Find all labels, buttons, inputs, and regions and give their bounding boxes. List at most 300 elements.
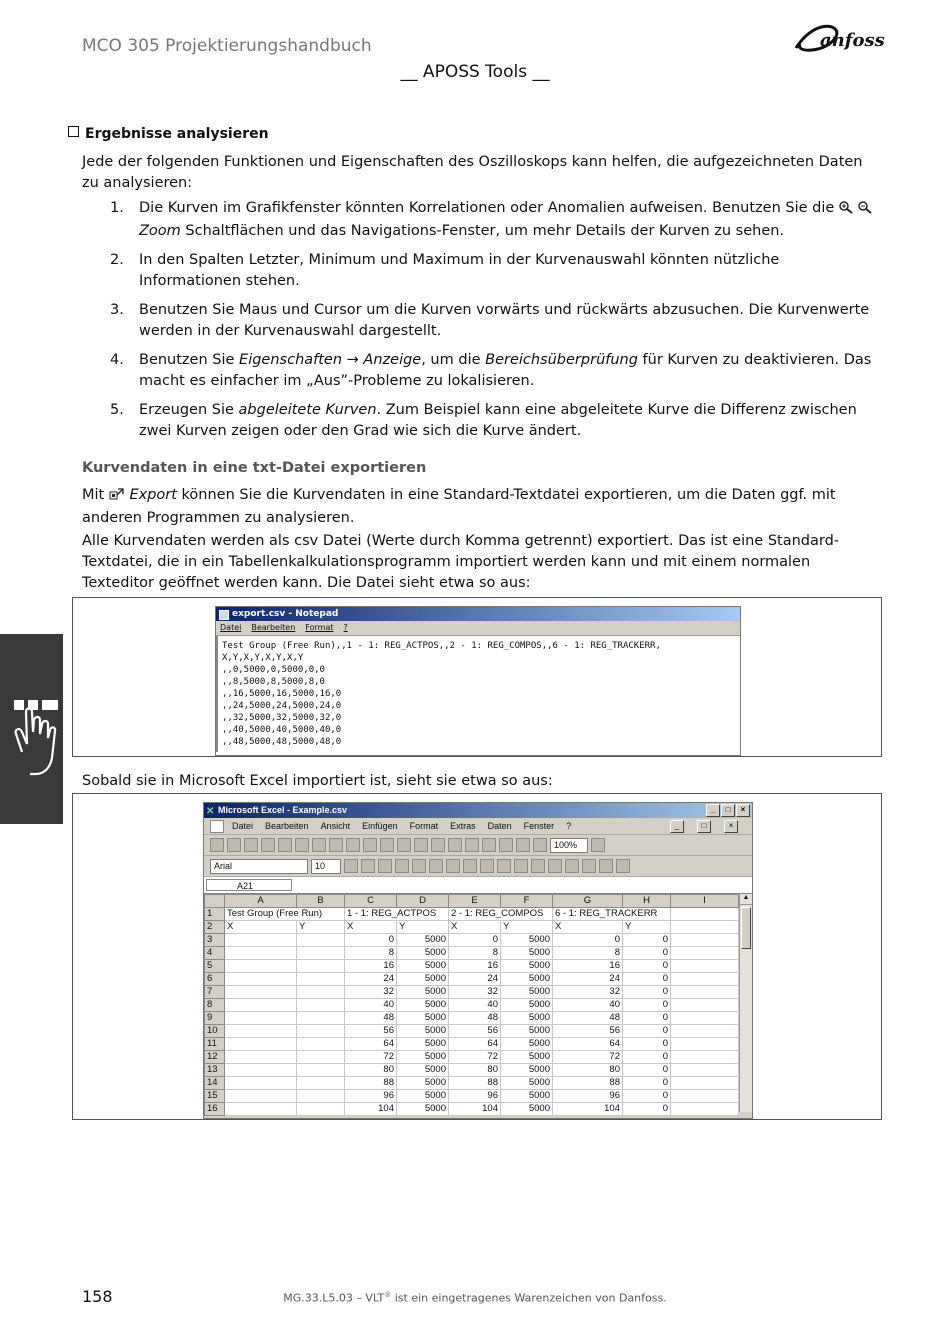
column-header[interactable]: E — [449, 895, 501, 908]
doc-minimize-button[interactable]: _ — [670, 820, 684, 833]
intro-paragraph: Jede der folgenden Funktionen und Eigenschaften des Oszilloskops kann helfen, die aufgezeichneten Daten zu analysieren: — [82, 154, 863, 191]
copy-icon[interactable] — [329, 838, 343, 852]
cell[interactable]: 96 — [553, 1090, 623, 1103]
cell[interactable]: 56 — [449, 1025, 501, 1038]
list-emphasis: abgeleitete Kurven — [238, 402, 377, 418]
cell[interactable] — [225, 999, 297, 1012]
table-row — [205, 908, 739, 921]
cell[interactable]: 56 — [345, 1025, 397, 1038]
cell[interactable] — [225, 1025, 297, 1038]
cell[interactable]: 48 — [553, 1012, 623, 1025]
cell[interactable]: 0 — [623, 1077, 671, 1090]
cell[interactable] — [671, 986, 739, 999]
cell[interactable]: 5000 — [397, 1012, 449, 1025]
cell[interactable]: 104 — [449, 1103, 501, 1116]
table-row — [205, 1038, 739, 1051]
cell[interactable] — [225, 973, 297, 986]
notepad-menubar — [216, 621, 740, 636]
cell[interactable] — [671, 1077, 739, 1090]
menu-datei[interactable]: Datei — [220, 623, 242, 632]
cell[interactable]: 6 - 1: REG_TRACKERR — [553, 908, 671, 921]
cell[interactable]: 8 — [449, 947, 501, 960]
notepad-text-area[interactable] — [216, 636, 740, 752]
cell[interactable]: 5000 — [397, 973, 449, 986]
cell[interactable]: 96 — [345, 1090, 397, 1103]
cell[interactable]: 40 — [345, 999, 397, 1012]
cell[interactable]: 104 — [553, 1103, 623, 1116]
cell[interactable] — [671, 908, 739, 921]
formula-bar — [204, 877, 752, 894]
list-number: 1. — [110, 200, 124, 216]
cell[interactable]: 16 — [553, 960, 623, 973]
new-icon[interactable] — [210, 838, 224, 852]
cell[interactable]: 88 — [553, 1077, 623, 1090]
italic-icon[interactable] — [361, 859, 375, 873]
increase-decimal-icon[interactable] — [514, 859, 528, 873]
cell[interactable]: 80 — [449, 1064, 501, 1077]
cell[interactable]: 0 — [623, 1038, 671, 1051]
row-header[interactable]: 5 — [205, 960, 225, 973]
cell[interactable] — [225, 1077, 297, 1090]
preview-icon[interactable] — [278, 838, 292, 852]
cell[interactable]: 80 — [553, 1064, 623, 1077]
row-header[interactable]: 1 — [205, 908, 225, 921]
cell[interactable] — [671, 1051, 739, 1064]
cell[interactable] — [671, 1064, 739, 1077]
table-row — [205, 1025, 739, 1038]
zoom-select[interactable]: 100% — [550, 838, 588, 853]
cell[interactable] — [225, 947, 297, 960]
svg-text:anfoss: anfoss — [820, 30, 885, 51]
notepad-icon — [219, 610, 229, 620]
cell[interactable]: 104 — [345, 1103, 397, 1116]
cell[interactable]: 5000 — [397, 1090, 449, 1103]
cell[interactable]: 5000 — [397, 1064, 449, 1077]
list-text: Schaltflächen und das Navigations-Fenster, um mehr Details der Kurven zu sehen. — [180, 223, 785, 239]
cell[interactable]: 5000 — [501, 934, 553, 947]
data-rows — [205, 934, 739, 1116]
page-number: 158 — [82, 1287, 113, 1306]
scroll-thumb[interactable] — [741, 907, 751, 949]
row-header[interactable]: 9 — [205, 1012, 225, 1025]
cell[interactable] — [297, 947, 345, 960]
menu-help[interactable]: ? — [343, 623, 348, 632]
cell[interactable]: 16 — [449, 960, 501, 973]
cell[interactable]: 0 — [623, 973, 671, 986]
underline-icon[interactable] — [378, 859, 392, 873]
cell[interactable]: 64 — [345, 1038, 397, 1051]
list-item — [82, 400, 882, 442]
doc-close-button[interactable]: × — [724, 820, 738, 833]
analysis-list — [82, 198, 882, 450]
list-emphasis: Zoom — [139, 223, 181, 239]
row-header[interactable]: 15 — [205, 1090, 225, 1103]
cell[interactable]: 64 — [449, 1038, 501, 1051]
column-header[interactable]: I — [671, 895, 739, 908]
excel-app-icon: ✕ — [206, 806, 215, 817]
cell[interactable]: 0 — [623, 999, 671, 1012]
sort-asc-icon[interactable] — [465, 838, 479, 852]
cell[interactable]: Y — [297, 921, 345, 934]
cell[interactable]: 0 — [623, 1090, 671, 1103]
cell[interactable]: 48 — [345, 1012, 397, 1025]
cell[interactable]: 72 — [553, 1051, 623, 1064]
zoom-out-icon — [858, 200, 872, 221]
menu-extras[interactable]: Extras — [450, 821, 476, 831]
cell[interactable]: 0 — [623, 1051, 671, 1064]
cell[interactable]: 5000 — [501, 973, 553, 986]
cell[interactable]: 5000 — [501, 1025, 553, 1038]
row-header[interactable]: 11 — [205, 1038, 225, 1051]
table-row — [205, 1051, 739, 1064]
cell[interactable]: 5000 — [501, 1090, 553, 1103]
format-painter-icon[interactable] — [363, 838, 377, 852]
cell[interactable]: 72 — [345, 1051, 397, 1064]
row-header[interactable]: 14 — [205, 1077, 225, 1090]
row-header[interactable]: 6 — [205, 973, 225, 986]
cell[interactable]: 32 — [553, 986, 623, 999]
menu-help[interactable]: ? — [566, 821, 572, 831]
subheading: Kurvendaten in eine txt-Datei exportieren — [82, 460, 427, 476]
font-select[interactable]: Arial — [210, 859, 308, 874]
cell[interactable]: 5000 — [501, 1103, 553, 1116]
cell[interactable]: 88 — [449, 1077, 501, 1090]
row-header[interactable]: 2 — [205, 921, 225, 934]
scroll-up-arrow-icon[interactable]: ▲ — [740, 894, 752, 905]
cell[interactable]: 72 — [449, 1051, 501, 1064]
cell[interactable] — [671, 1090, 739, 1103]
currency-icon[interactable] — [463, 859, 477, 873]
cell[interactable] — [671, 973, 739, 986]
danfoss-logo — [790, 18, 890, 58]
cell[interactable]: X — [225, 921, 297, 934]
font-color-icon[interactable] — [616, 859, 630, 873]
cell[interactable] — [671, 999, 739, 1012]
cell[interactable]: 0 — [345, 934, 397, 947]
cell[interactable]: 5000 — [397, 1038, 449, 1051]
menu-bearbeiten[interactable]: Bearbeiten — [251, 623, 296, 632]
cell[interactable]: 48 — [449, 1012, 501, 1025]
font-size-select[interactable]: 10 — [311, 859, 341, 874]
cell[interactable]: 5000 — [501, 1051, 553, 1064]
borders-icon[interactable] — [582, 859, 596, 873]
excel-title: Microsoft Excel - Example.csv — [218, 805, 348, 815]
percent-icon[interactable] — [480, 859, 494, 873]
cell[interactable]: 24 — [345, 973, 397, 986]
list-item — [82, 250, 882, 292]
menu-bearbeiten[interactable]: Bearbeiten — [265, 821, 309, 831]
thousands-icon[interactable] — [497, 859, 511, 873]
cell[interactable]: 56 — [553, 1025, 623, 1038]
cell[interactable]: 2 - 1: REG_COMPOS — [449, 908, 553, 921]
minimize-button[interactable]: _ — [706, 804, 720, 817]
cell[interactable]: 5000 — [397, 947, 449, 960]
drawing-icon[interactable] — [533, 838, 547, 852]
cell[interactable] — [671, 947, 739, 960]
name-box[interactable]: A21 — [206, 879, 292, 891]
cell[interactable]: 5000 — [501, 999, 553, 1012]
text-line: Test Group (Free Run),,1 - 1: REG_ACTPOS,,2 - 1: REG_COMPOS,,6 - 1: REG_TRACKERR, — [222, 641, 661, 651]
para-text: Mit — [82, 487, 109, 503]
decrease-decimal-icon[interactable] — [531, 859, 545, 873]
menu-ansicht[interactable]: Ansicht — [320, 821, 351, 831]
decrease-indent-icon[interactable] — [548, 859, 562, 873]
cell[interactable]: 40 — [553, 999, 623, 1012]
menu-einfuegen[interactable]: Einfügen — [362, 821, 398, 831]
menu-fenster[interactable]: Fenster — [523, 821, 555, 831]
cell[interactable]: 0 — [449, 934, 501, 947]
table-row — [205, 1064, 739, 1077]
paste-icon[interactable] — [346, 838, 360, 852]
fill-color-icon[interactable] — [599, 859, 613, 873]
cell[interactable]: 80 — [345, 1064, 397, 1077]
hand-pointer-icon — [0, 634, 63, 824]
cell[interactable] — [225, 1064, 297, 1077]
help-icon[interactable] — [591, 838, 605, 852]
align-center-icon[interactable] — [412, 859, 426, 873]
cell[interactable]: 96 — [449, 1090, 501, 1103]
select-all-corner[interactable] — [205, 895, 225, 908]
menu-format[interactable]: Format — [305, 623, 334, 632]
row-header[interactable]: 16 — [205, 1103, 225, 1116]
column-header[interactable]: B — [297, 895, 345, 908]
column-header-row — [205, 895, 739, 908]
print-icon[interactable] — [261, 838, 275, 852]
list-emphasis: Bereichsüberprüfung — [485, 352, 638, 368]
cell[interactable] — [671, 1012, 739, 1025]
list-number: 5. — [110, 402, 124, 418]
cell[interactable]: Y — [397, 921, 449, 934]
list-text: Benutzen Sie Maus und Cursor um die Kurven vorwärts und rückwärts abzusuchen. Die Kurvenwerte werden in der Kurvenauswahl dargestellt. — [139, 302, 870, 339]
cell[interactable]: 5000 — [501, 1038, 553, 1051]
redo-icon[interactable] — [397, 838, 411, 852]
cell[interactable]: 5000 — [397, 934, 449, 947]
cell[interactable]: 5000 — [501, 1064, 553, 1077]
merge-center-icon[interactable] — [446, 859, 460, 873]
cut-icon[interactable] — [312, 838, 326, 852]
cell[interactable]: 0 — [623, 986, 671, 999]
cell[interactable]: 5000 — [397, 999, 449, 1012]
excel-menubar — [204, 818, 752, 835]
cell[interactable] — [297, 1090, 345, 1103]
section-heading — [68, 126, 269, 142]
document-icon — [210, 820, 224, 833]
spelling-icon[interactable] — [295, 838, 309, 852]
cell[interactable] — [297, 1012, 345, 1025]
cell[interactable] — [297, 1051, 345, 1064]
cell[interactable]: 32 — [345, 986, 397, 999]
chapter-side-tab — [0, 634, 63, 824]
vertical-scrollbar[interactable] — [739, 894, 752, 1112]
formatting-toolbar — [204, 856, 752, 877]
list-item — [82, 350, 882, 392]
cell[interactable]: 0 — [623, 1103, 671, 1116]
hyperlink-icon[interactable] — [414, 838, 428, 852]
column-header[interactable]: H — [623, 895, 671, 908]
cell[interactable] — [225, 1038, 297, 1051]
cell[interactable]: 5000 — [501, 947, 553, 960]
cell[interactable]: 5000 — [501, 960, 553, 973]
cell[interactable] — [225, 1090, 297, 1103]
list-text: . Zum Beispiel kann eine abgeleitete Kurve die Differenz zwischen zwei Kurven zeigen oder den Grad wie sich die Kurve ändert. — [139, 402, 857, 439]
table-row — [205, 934, 739, 947]
trademark-text: ist ein eingetragenes Warenzeichen von Danfoss. — [391, 1291, 667, 1305]
row-header[interactable]: 8 — [205, 999, 225, 1012]
column-header[interactable]: D — [397, 895, 449, 908]
table-row — [205, 973, 739, 986]
cell[interactable] — [225, 1012, 297, 1025]
notepad-figure — [72, 597, 882, 757]
list-text: , um die — [421, 352, 486, 368]
cell[interactable]: Y — [623, 921, 671, 934]
cell[interactable]: 0 — [623, 1025, 671, 1038]
row-header[interactable]: 13 — [205, 1064, 225, 1077]
table-row — [205, 1090, 739, 1103]
row-header[interactable]: 7 — [205, 986, 225, 999]
text-line: X,Y,X,Y,X,Y,X,Y — [222, 653, 304, 663]
text-line: ,,24,5000,24,5000,24,0 — [222, 701, 342, 711]
cell[interactable]: 1 - 1: REG_ACTPOS — [345, 908, 449, 921]
text-line: ,,0,5000,0,5000,0,0 — [222, 665, 325, 675]
cell[interactable]: 8 — [345, 947, 397, 960]
cell[interactable]: X — [345, 921, 397, 934]
cell[interactable] — [297, 1077, 345, 1090]
cell[interactable]: 0 — [553, 934, 623, 947]
cell[interactable] — [225, 1103, 297, 1116]
notepad-titlebar — [216, 607, 740, 621]
table-row — [205, 947, 739, 960]
cell[interactable] — [297, 960, 345, 973]
worksheet-grid[interactable] — [204, 894, 739, 1116]
excel-titlebar — [204, 803, 752, 818]
cell[interactable]: 5000 — [397, 1051, 449, 1064]
list-text: Erzeugen Sie — [139, 402, 239, 418]
menu-daten[interactable]: Daten — [487, 821, 512, 831]
list-emphasis: Anzeige — [363, 352, 422, 368]
cell[interactable] — [297, 1025, 345, 1038]
cell[interactable]: 0 — [623, 1064, 671, 1077]
doc-code: MG.33.L5.03 – VLT — [283, 1291, 385, 1305]
cell[interactable]: 5000 — [501, 1077, 553, 1090]
cell[interactable] — [297, 1064, 345, 1077]
cell[interactable] — [297, 973, 345, 986]
registered-mark: ® — [384, 1291, 392, 1299]
cell[interactable]: 64 — [553, 1038, 623, 1051]
list-emphasis: Eigenschaften — [239, 352, 343, 368]
cell[interactable] — [225, 1051, 297, 1064]
cell[interactable] — [297, 1038, 345, 1051]
row-header[interactable]: 12 — [205, 1051, 225, 1064]
list-text: für Kurven zu deaktivieren. Das macht es einfacher im „Aus”-Probleme zu lokalisieren. — [139, 352, 872, 389]
cell[interactable] — [225, 960, 297, 973]
cell[interactable]: 24 — [553, 973, 623, 986]
cell[interactable]: Test Group (Free Run) — [225, 908, 345, 921]
cell[interactable]: 5000 — [397, 1103, 449, 1116]
cell[interactable]: 40 — [449, 999, 501, 1012]
cell[interactable]: 5000 — [397, 1025, 449, 1038]
maximize-button[interactable]: □ — [721, 804, 735, 817]
cell[interactable] — [671, 960, 739, 973]
cell[interactable]: 16 — [345, 960, 397, 973]
cell[interactable] — [297, 999, 345, 1012]
cell[interactable]: 0 — [623, 960, 671, 973]
open-icon[interactable] — [227, 838, 241, 852]
export-emphasis: Export — [129, 487, 177, 503]
cell[interactable] — [671, 934, 739, 947]
cell[interactable] — [671, 1025, 739, 1038]
cell[interactable]: 88 — [345, 1077, 397, 1090]
cell[interactable]: 5000 — [397, 1077, 449, 1090]
row-header[interactable]: 3 — [205, 934, 225, 947]
align-right-icon[interactable] — [429, 859, 443, 873]
checkbox-bullet-icon — [68, 126, 79, 137]
cell[interactable] — [671, 1038, 739, 1051]
bold-icon[interactable] — [344, 859, 358, 873]
cell[interactable]: X — [449, 921, 501, 934]
cell[interactable]: Y — [501, 921, 553, 934]
cell[interactable] — [297, 1103, 345, 1116]
align-left-icon[interactable] — [395, 859, 409, 873]
cell[interactable]: 0 — [623, 1012, 671, 1025]
cell[interactable] — [297, 934, 345, 947]
cell[interactable]: 5000 — [501, 986, 553, 999]
cell[interactable] — [671, 1103, 739, 1116]
list-number: 2. — [110, 252, 124, 268]
save-icon[interactable] — [244, 838, 258, 852]
cell[interactable]: 24 — [449, 973, 501, 986]
cell[interactable]: 5000 — [501, 1012, 553, 1025]
table-row — [205, 999, 739, 1012]
cell[interactable] — [671, 921, 739, 934]
cell[interactable]: 32 — [449, 986, 501, 999]
menu-format[interactable]: Format — [409, 821, 439, 831]
text-line: ,,8,5000,8,5000,8,0 — [222, 677, 325, 687]
text-line: ,,16,5000,16,5000,16,0 — [222, 689, 342, 699]
notepad-window — [215, 606, 741, 756]
list-number: 4. — [110, 352, 124, 368]
cell[interactable] — [225, 934, 297, 947]
doc-restore-button[interactable]: □ — [697, 820, 711, 833]
column-header[interactable]: A — [225, 895, 297, 908]
cell[interactable] — [297, 986, 345, 999]
chart-wizard-icon[interactable] — [499, 838, 513, 852]
sort-desc-icon[interactable] — [482, 838, 496, 852]
list-text: Benutzen Sie — [139, 352, 240, 368]
row-header[interactable]: 10 — [205, 1025, 225, 1038]
text-line: ,,48,5000,48,5000,48,0 — [222, 737, 342, 747]
column-header[interactable]: G — [553, 895, 623, 908]
menu-datei[interactable]: Datei — [232, 821, 254, 831]
cell[interactable]: 5000 — [397, 960, 449, 973]
cell[interactable]: X — [553, 921, 623, 934]
map-icon[interactable] — [516, 838, 530, 852]
heading-text: Ergebnisse analysieren — [85, 126, 269, 142]
column-header[interactable]: F — [501, 895, 553, 908]
cell[interactable]: 0 — [623, 947, 671, 960]
row-header[interactable]: 4 — [205, 947, 225, 960]
cell[interactable] — [225, 986, 297, 999]
manual-title: MCO 305 Projektierungshandbuch — [82, 36, 372, 56]
close-button[interactable]: × — [736, 804, 750, 817]
cell[interactable]: 5000 — [397, 986, 449, 999]
column-header[interactable]: C — [345, 895, 397, 908]
function-icon[interactable] — [448, 838, 462, 852]
autosum-icon[interactable] — [431, 838, 445, 852]
undo-icon[interactable] — [380, 838, 394, 852]
cell[interactable]: 8 — [553, 947, 623, 960]
cell[interactable]: 0 — [623, 934, 671, 947]
increase-indent-icon[interactable] — [565, 859, 579, 873]
